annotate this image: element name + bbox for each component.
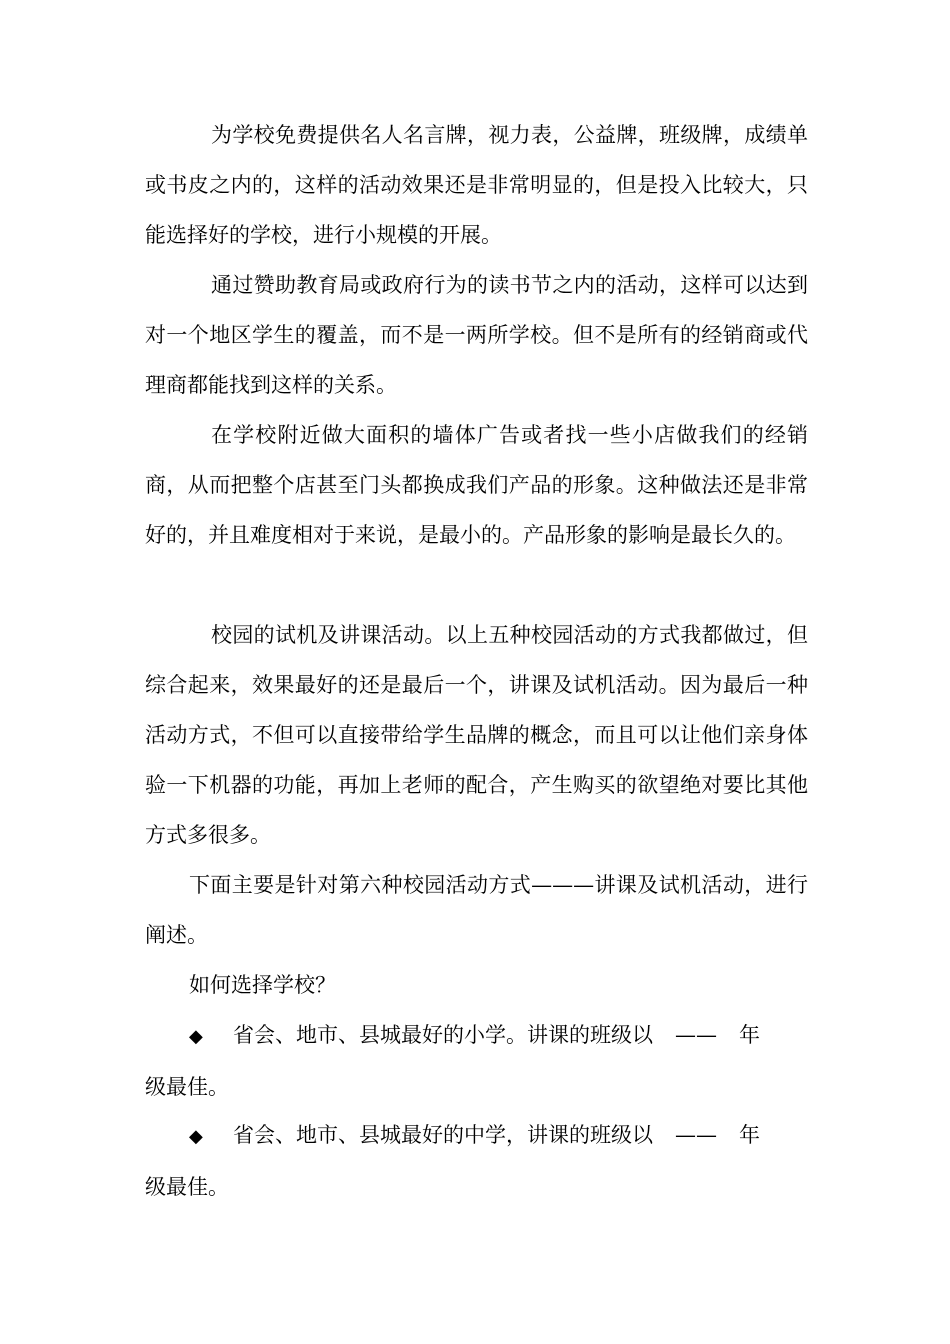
diamond-bullet-icon: ◆ <box>189 1026 203 1047</box>
bullet-dash: —— <box>675 1023 717 1047</box>
paragraph-wall-ads: 在学校附近做大面积的墙体广告或者找一些小店做我们的经销商，从而把整个店甚至门头都换成我们产品的形象。这种做法还是非常好的，并且难度相对于来说，是最小的。产品形象的影响是最长久的。 <box>145 423 808 547</box>
bullet-item-primary-school <box>145 1010 808 1112</box>
bullet-continuation: 级最佳。 <box>145 1075 229 1099</box>
bullet-text-main: 省会、地市、县城最好的小学。讲课的班级以 <box>233 1023 653 1047</box>
bullet-text-tail: 年 <box>739 1123 760 1147</box>
diamond-bullet-icon: ◆ <box>189 1126 203 1147</box>
paragraph-sixth-method: 下面主要是针对第六种校园活动方式———讲课及试机活动，进行阐述。 <box>145 873 808 947</box>
bullet-text-tail: 年 <box>739 1023 760 1047</box>
paragraph-school-gifts: 为学校免费提供名人名言牌，视力表，公益牌，班级牌，成绩单或书皮之内的，这样的活动效果还是非常明显的，但是投入比较大，只能选择好的学校，进行小规模的开展。 <box>145 123 808 247</box>
paragraph-how-to-choose: 如何选择学校？ <box>189 973 336 997</box>
paragraph-education-bureau: 通过赞助教育局或政府行为的读书节之内的活动，这样可以达到对一个地区学生的覆盖，而不是一两所学校。但不是所有的经销商或代理商都能找到这样的关系。 <box>145 273 808 397</box>
bullet-text <box>233 1110 808 1160</box>
paragraph-trial-lecture: 校园的试机及讲课活动。以上五种校园活动的方式我都做过，但综合起来，效果最好的还是最后一个，讲课及试机活动。因为最后一种活动方式，不但可以直接带给学生品牌的概念，而且可以让他们亲身体验一下机器的功能，再加上老师的配合，产生购买的欲望绝对要比其他方式多很多。 <box>145 623 808 847</box>
bullet-continuation: 级最佳。 <box>145 1175 229 1199</box>
bullet-item-middle-school <box>145 1110 808 1212</box>
bullet-dash: —— <box>675 1123 717 1147</box>
bullet-text <box>233 1010 808 1060</box>
bullet-text-main: 省会、地市、县城最好的中学，讲课的班级以 <box>233 1123 653 1147</box>
